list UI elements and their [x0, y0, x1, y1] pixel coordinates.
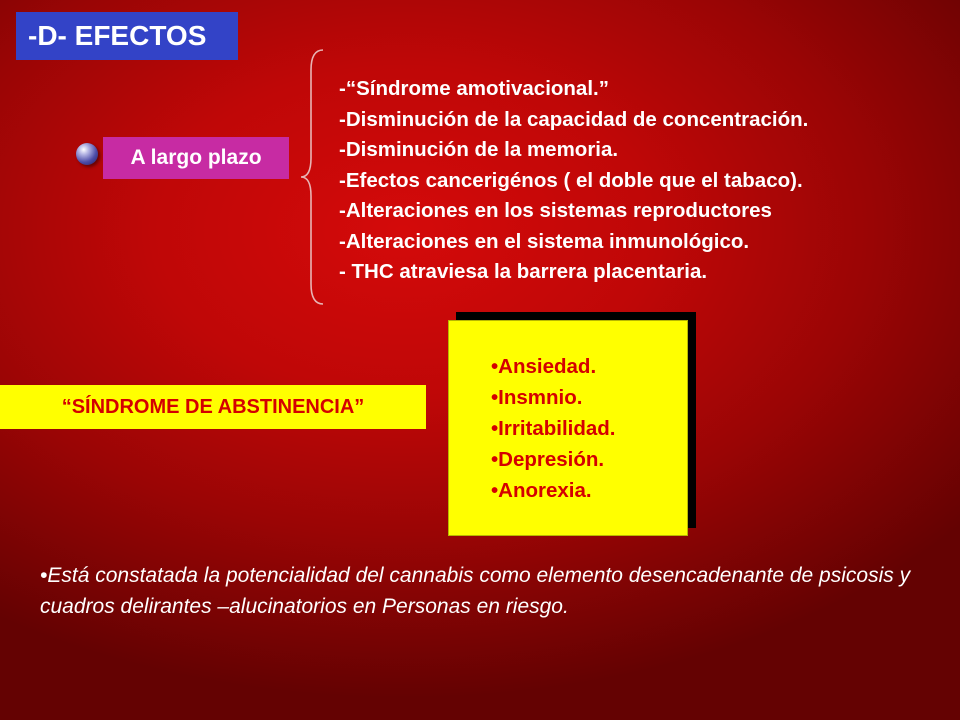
- effect-item: -Alteraciones en los sistemas reproductores: [339, 199, 772, 222]
- symptom-item: •Irritabilidad.: [491, 417, 616, 440]
- effect-item: -Disminución de la capacidad de concentración.: [339, 107, 809, 131]
- effect-item: -Alteraciones en el sistema inmunológico.: [339, 229, 750, 253]
- psychosis-note: •Está constatada la potencialidad del cannabis como elemento desencadenante de psicosis y cuadros delirantes –alucinatorios en Personas en riesgo.: [40, 564, 911, 618]
- effect-item: -Efectos cancerigénos ( el doble que el tabaco).: [339, 168, 803, 192]
- sphere-bullet-icon: [76, 143, 98, 165]
- withdrawal-label: “SÍNDROME DE ABSTINENCIA”: [0, 385, 426, 429]
- symptom-item: •Ansiedad.: [491, 355, 597, 378]
- effect-item: - THC atraviesa la barrera placentaria.: [339, 260, 708, 283]
- symptom-item: •Insmnio.: [491, 386, 583, 409]
- effect-item: -Disminución de la memoria.: [339, 138, 619, 161]
- symptom-item: •Anorexia.: [491, 479, 592, 502]
- withdrawal-symptoms-list: [491, 351, 616, 506]
- long-term-effects-list: [339, 74, 808, 288]
- left-curly-brace-icon: [297, 48, 327, 306]
- effect-item: -“Síndrome amotivacional.”: [339, 77, 609, 100]
- symptom-item: •Depresión.: [491, 448, 605, 471]
- term-label: A largo plazo: [103, 137, 289, 179]
- slide-title: -D- EFECTOS: [16, 12, 238, 60]
